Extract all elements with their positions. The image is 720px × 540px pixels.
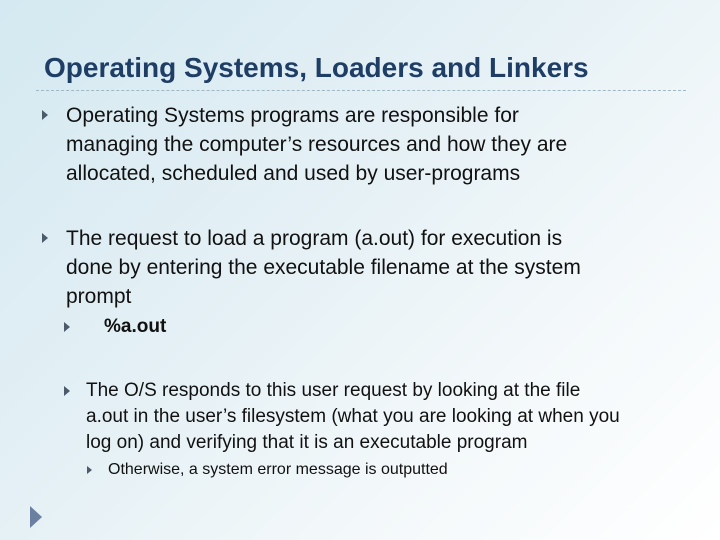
sub-bullet-arrow-icon — [64, 386, 70, 396]
sub-bullet-2-line-3: log on) and verifying that it is an executable program — [86, 432, 528, 453]
bullet-1-text — [66, 101, 696, 188]
error-note: Otherwise, a system error message is outputted — [108, 461, 448, 478]
command-example: %a.out — [104, 316, 167, 337]
bullet-arrow-icon — [42, 233, 48, 243]
slide-title: Operating Systems, Loaders and Linkers — [44, 52, 589, 83]
sub-sub-bullet-arrow-icon — [87, 466, 92, 474]
bullet-1-line-1: Operating Systems programs are responsible for — [66, 104, 519, 127]
sub-bullet-2-line-1: The O/S responds to this user request by looking at the file — [86, 380, 581, 401]
bullet-arrow-icon — [42, 110, 48, 120]
bullet-1-line-3: allocated, scheduled and used by user-programs — [66, 162, 521, 185]
bullet-2-line-3: prompt — [66, 285, 132, 308]
bullet-2-text — [66, 224, 696, 311]
play-arrow-icon — [30, 506, 42, 528]
title-divider — [36, 90, 686, 91]
sub-bullet-2-line-2: a.out in the user’s filesystem (what you are looking at when you — [86, 406, 620, 427]
sub-bullet-2-text — [86, 378, 706, 456]
sub-bullet-arrow-icon — [64, 322, 70, 332]
bullet-1-line-2: managing the computer’s resources and how they are — [66, 133, 568, 156]
bullet-2-line-1: The request to load a program (a.out) for execution is — [66, 227, 563, 250]
bullet-2-line-2: done by entering the executable filename at the system — [66, 256, 581, 279]
